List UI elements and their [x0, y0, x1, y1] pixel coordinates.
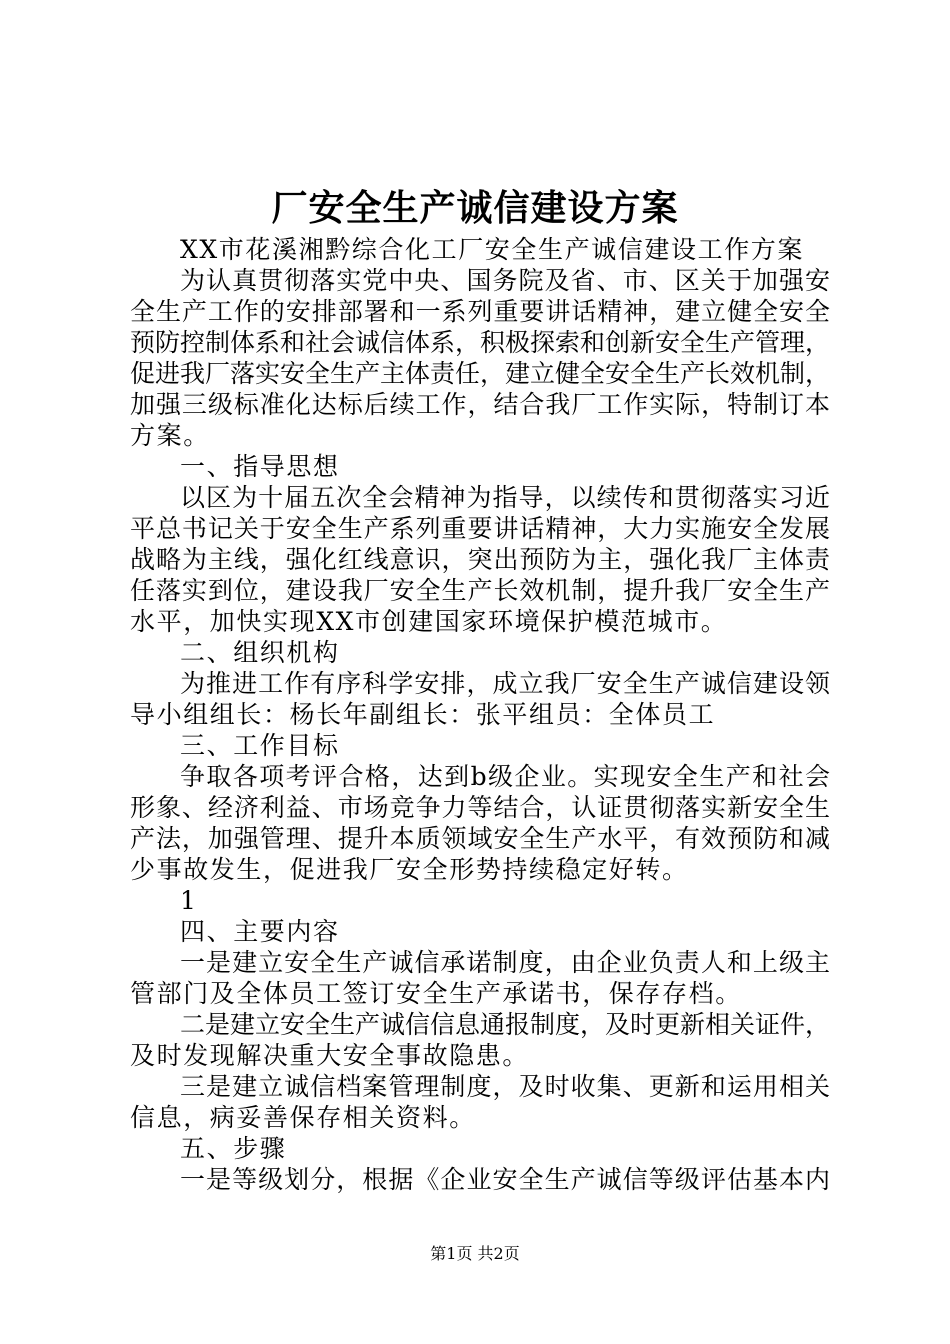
paragraph-line: 三是建立诚信档案管理制度，及时收集、更新和运用相关 [180, 1072, 830, 1101]
inline-page-number: 1 [180, 886, 198, 915]
paragraph-line: 全生产工作的安排部署和一系列重要讲话精神，建立健全安全 [130, 297, 830, 326]
paragraph-line: 方案。 [130, 421, 210, 450]
section-heading: 五、步骤 [180, 1134, 287, 1163]
paragraph-line: 管部门及全体员工签订安全生产承诺书，保存存档。 [130, 979, 742, 1008]
section-heading: 一、指导思想 [180, 452, 340, 481]
paragraph-line: 任落实到位，建设我厂安全生产长效机制，提升我厂安全生产 [130, 576, 830, 605]
paragraph-line: 一是建立安全生产诚信承诺制度，由企业负责人和上级主 [180, 948, 830, 977]
paragraph-line: 及时发现解决重大安全事故隐患。 [130, 1041, 530, 1070]
paragraph-line: 平总书记关于安全生产系列重要讲话精神，大力实施安全发展 [130, 514, 830, 543]
section-heading: 三、工作目标 [180, 731, 340, 760]
paragraph-line: 信息，病妥善保存相关资料。 [130, 1103, 476, 1132]
paragraph-line: 产法，加强管理、提升本质领域安全生产水平，有效预防和减 [130, 824, 830, 853]
paragraph-line: 为认真贯彻落实党中央、国务院及省、市、区关于加强安 [180, 266, 830, 295]
subtitle-line: XX市花溪湘黔综合化工厂安全生产诚信建设工作方案 [180, 235, 804, 264]
document-body [130, 234, 830, 1195]
section-heading: 四、主要内容 [180, 917, 340, 946]
paragraph-line: 水平，加快实现XX市创建国家环境保护模范城市。 [130, 607, 728, 636]
document-title: 厂安全生产诚信建设方案 [271, 187, 679, 229]
page-footer: 第1页 共2页 [430, 1244, 520, 1263]
section-heading: 二、组织机构 [180, 638, 340, 667]
paragraph-line: 以区为十届五次全会精神为指导，以续传和贯彻落实习近 [180, 483, 830, 512]
paragraph-line: 预防控制体系和社会诚信体系，积极探索和创新安全生产管理， [130, 328, 830, 357]
paragraph-line: 二是建立安全生产诚信信息通报制度，及时更新相关证件， [180, 1010, 830, 1039]
paragraph-line: 一是等级划分，根据《企业安全生产诚信等级评估基本内 [180, 1165, 830, 1194]
paragraph-line: 少事故发生，促进我厂安全形势持续稳定好转。 [130, 855, 689, 884]
paragraph-line: 加强三级标准化达标后续工作，结合我厂工作实际，特制订本 [130, 390, 830, 419]
paragraph-line: 促进我厂落实安全生产主体责任，建立健全安全生产长效机制， [130, 359, 830, 388]
paragraph-line: 形象、经济利益、市场竞争力等结合，认证贯彻落实新安全生 [130, 793, 830, 822]
paragraph-line: 导小组组长：杨长年副组长：张平组员：全体员工 [130, 700, 716, 729]
paragraph-line: 争取各项考评合格，达到b级企业。实现安全生产和社会 [180, 762, 830, 791]
paragraph-line: 为推进工作有序科学安排，成立我厂安全生产诚信建设领 [180, 669, 830, 698]
paragraph-line: 战略为主线，强化红线意识，突出预防为主，强化我厂主体责 [130, 545, 830, 574]
